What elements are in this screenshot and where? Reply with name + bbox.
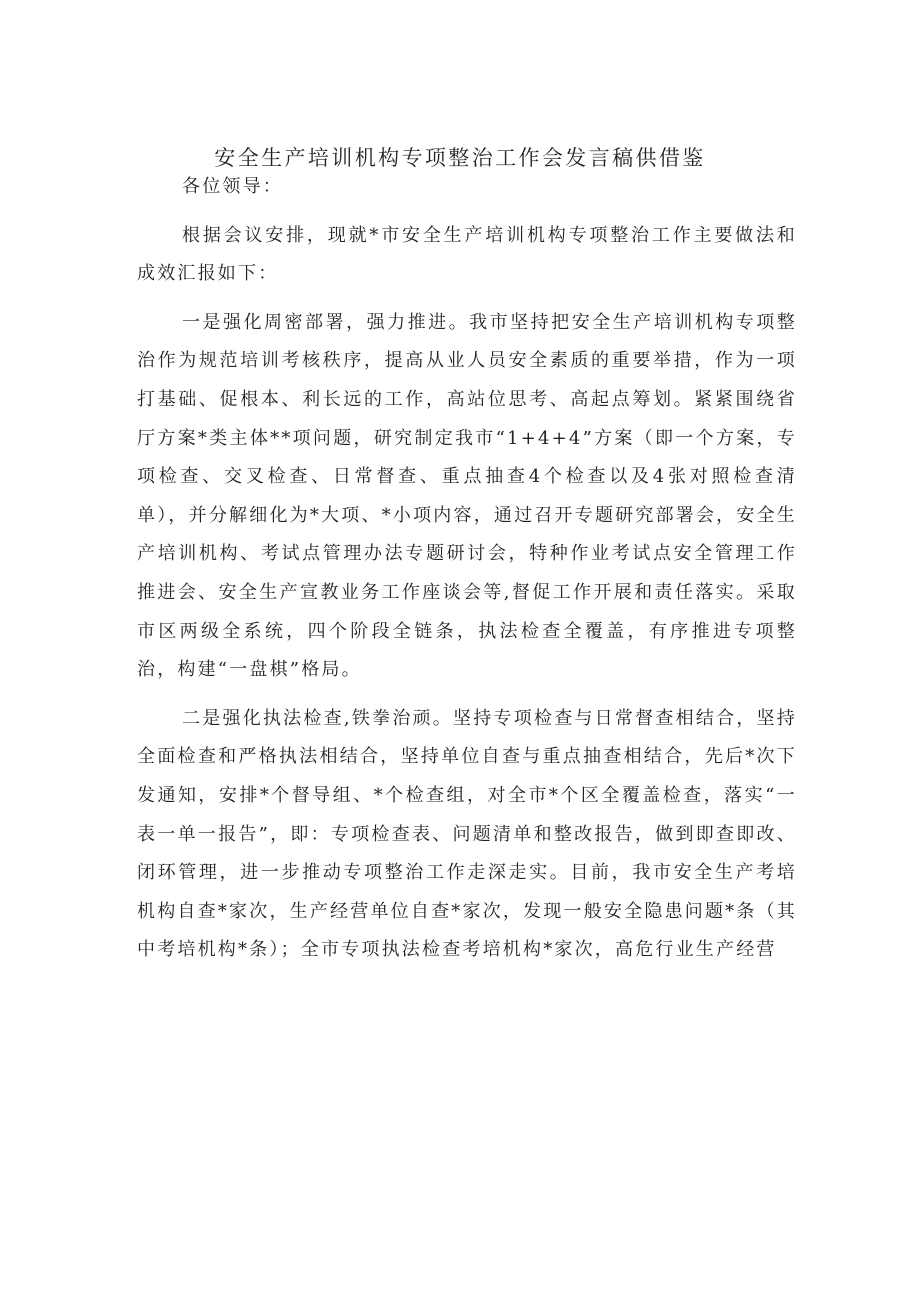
greeting: 各位领导： [182, 176, 283, 197]
paragraph-enforcement: 二是强化执法检查,铁拳治顽。坚持专项检查与日常督查相结合，坚持全面检查和严格执法相结合，坚持单位自查与重点抽查相结合，先后*次下发通知，安排*个督导组、*个检查组，对全市*个区全覆盖检查，落实“一表一单一报告”，即：专项检查表、问题清单和整改报告，做到即查即改、闭环管理，进一步推动专项整治工作走深走实。目前，我市安全生产考培机构自查*家次，生产经营单位自查*家次，发现一般安全隐患问题*条（其中考培机构*条）；全市专项执法检查考培机构*家次，高危行业生产经营 [137, 707, 797, 961]
paragraph-intro: 根据会议安排，现就*市安全生产培训机构专项整治工作主要做法和成效汇报如下： [137, 224, 797, 285]
document-title: 安全生产培训机构专项整治工作会发言稿供借鉴 [214, 146, 706, 170]
document-body [137, 168, 797, 970]
paragraph-deployment: 一是强化周密部署，强力推进。我市坚持把安全生产培训机构专项整治作为规范培训考核秩序，提高从业人员安全素质的重要举措，作为一项打基础、促根本、利长远的工作，高站位思考、高起点筹划。紧紧围绕省厅方案*类主体**项问题，研究制定我市“1+4+4”方案（即一个方案，专项检查、交叉检查、日常督查、重点抽查4个检查以及4张对照检查清单），并分解细化为*大项、*小项内容，通过召开专题研究部署会，安全生产培训机构、考试点管理办法专题研讨会，特种作业考试点安全管理工作推进会、安全生产宣教业务工作座谈会等,督促工作开展和责任落实。采取市区两级全系统，四个阶段全链条，执法检查全覆盖，有序推进专项整治，构建“一盘棋”格局。 [137, 311, 797, 681]
